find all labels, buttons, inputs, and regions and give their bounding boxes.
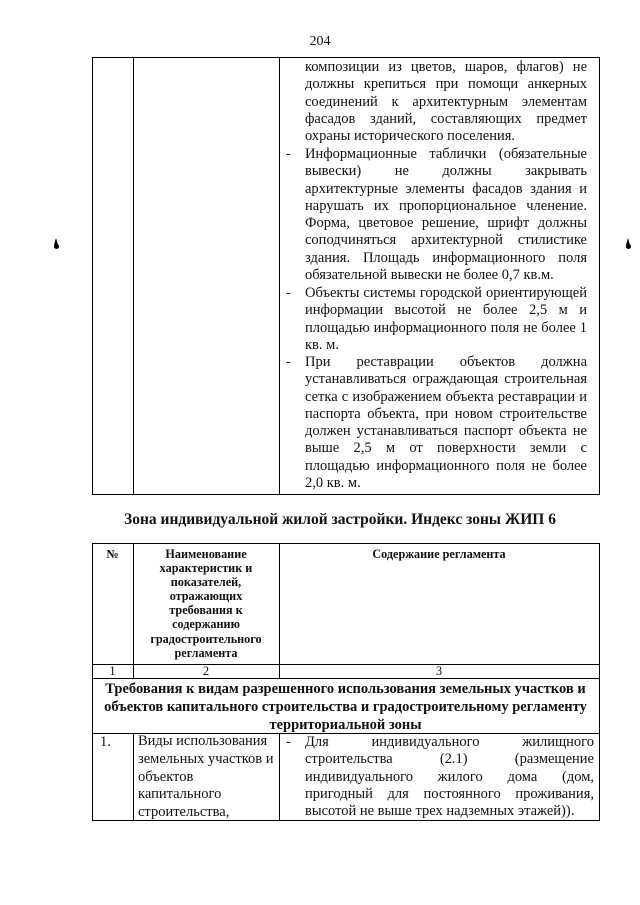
table-border xyxy=(133,733,134,821)
list-item-dash: - xyxy=(286,734,291,750)
list-item-dash: - xyxy=(286,354,291,370)
table-border xyxy=(92,57,93,495)
table-border xyxy=(133,57,134,495)
table-border xyxy=(599,543,600,821)
header-characteristics: Наименование характеристик и показателей, отражающих требования к содержанию градостроительного регламента xyxy=(150,547,262,660)
table-border xyxy=(133,543,134,679)
zone-title: Зона индивидуальной жилой застройки. Индекс зоны ЖИП 6 xyxy=(124,511,556,528)
table-border xyxy=(599,57,600,495)
row-content: Для индивидуального жилищного строительства (2.1) (размещение индивидуального жилого дома (дом, пригодный для постоянного проживания, высотой не выше трех надземных этажей)). xyxy=(305,734,594,820)
list-item: При реставрации объектов должна устанавливаться ограждающая строительная сетка с изображением объекта реставрации и паспорта объекта, при новом строительстве должен устанавливаться паспорт объекта не выше 2,5 м от поверхности земли с площадью информационного поля не более 2,0 кв. м. xyxy=(305,354,587,492)
table-border xyxy=(92,543,600,544)
regulation-paragraph: композиции из цветов, шаров, флагов) не должны крепиться при помощи анкерных соединений к архитектурным элементам фасадов зданий, составляющих предмет охраны исторического поселения. xyxy=(305,59,587,145)
list-item: Объекты системы городской ориентирующей информации высотой не более 2,5 м и площадью информационного поля не более 1 кв. м. xyxy=(305,285,587,353)
row-name: Виды использования земельных участков и объектов капитального строительства, xyxy=(138,733,274,821)
table-border xyxy=(92,494,600,495)
table-border xyxy=(279,543,280,679)
list-item-dash: - xyxy=(286,285,291,301)
column-number: 1 xyxy=(109,664,116,678)
section-title: Требования к видам разрешенного использования земельных участков и объектов капитального строительства и градостроительному регламенту территориальной зоны xyxy=(104,681,587,733)
column-number: 2 xyxy=(202,664,210,678)
list-item-dash: - xyxy=(286,146,291,162)
header-number: № xyxy=(106,547,119,561)
row-number: 1. xyxy=(100,734,111,750)
table-border xyxy=(279,57,280,495)
column-number: 3 xyxy=(435,664,443,678)
list-item: Информационные таблички (обязательные вывески) не должны закрывать архитектурные элементы фасадов здания и нарушать их пропорциональное членение. Форма, цветовое решение, шрифт должны соподчиняться архитектурной стилистике здания. Площадь информационного поля обязательной вывески не более 0,7 кв.м. xyxy=(305,146,587,284)
table-border xyxy=(92,57,600,58)
header-content: Содержание регламента xyxy=(372,547,506,561)
table-border xyxy=(279,733,280,821)
page-number: 204 xyxy=(309,34,331,49)
